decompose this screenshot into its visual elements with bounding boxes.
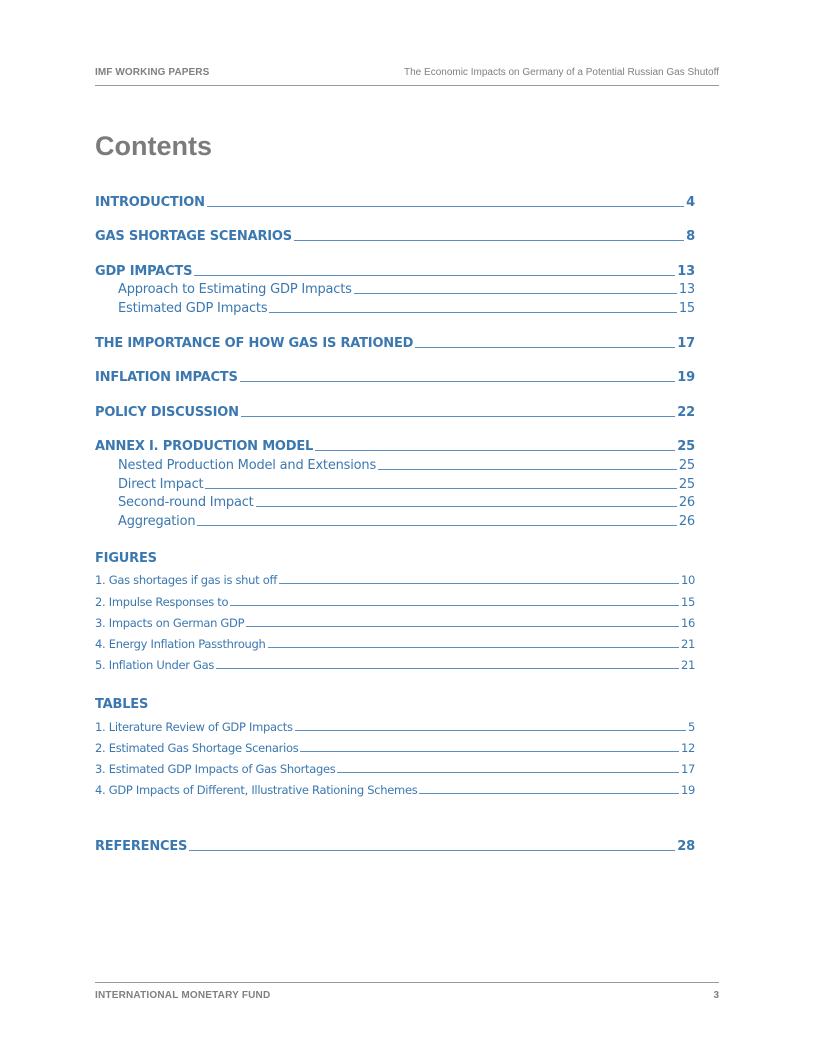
toc-leader <box>197 525 676 526</box>
toc-page: 16 <box>680 616 695 630</box>
figure-entry[interactable] <box>95 595 695 609</box>
toc-page: 26 <box>678 495 695 510</box>
toc-page: 21 <box>680 637 695 651</box>
toc-label: 4. GDP Impacts of Different, Illustrative Rationing Schemes <box>95 783 418 797</box>
figure-entry[interactable] <box>95 658 695 672</box>
toc-page: 26 <box>678 514 695 529</box>
toc-label: Estimated GDP Impacts <box>118 301 268 316</box>
toc-entry-gdp-impacts[interactable] <box>95 264 695 279</box>
footer-publisher: INTERNATIONAL MONETARY FUND <box>95 990 271 1001</box>
toc-page: 13 <box>678 282 695 297</box>
toc-label: REFERENCES <box>95 839 188 854</box>
toc-page: 17 <box>680 762 695 776</box>
toc-page: 25 <box>678 458 695 473</box>
running-header-right: The Economic Impacts on Germany of a Potential Russian Gas Shutoff <box>404 67 719 78</box>
toc-entry-policy[interactable] <box>95 405 695 420</box>
toc-subentry-second-round[interactable] <box>118 495 695 510</box>
toc-leader <box>268 647 679 648</box>
toc-page: 19 <box>680 783 695 797</box>
toc-label: 3. Impacts on German GDP <box>95 616 245 630</box>
toc-page: 15 <box>678 301 695 316</box>
table-entry[interactable] <box>95 783 695 797</box>
figure-entry[interactable] <box>95 616 695 630</box>
toc-leader <box>279 583 679 584</box>
toc-leader <box>189 850 675 851</box>
toc-label: Approach to Estimating GDP Impacts <box>118 282 352 297</box>
toc-label: Nested Production Model and Extensions <box>118 458 377 473</box>
toc-page: 12 <box>680 741 695 755</box>
toc-page: 5 <box>687 720 695 734</box>
toc-label: INFLATION IMPACTS <box>95 370 238 385</box>
toc-label: POLICY DISCUSSION <box>95 405 239 420</box>
toc-page: 15 <box>680 595 695 609</box>
toc-label: Aggregation <box>118 514 196 529</box>
footer-divider <box>95 982 719 983</box>
toc-leader <box>207 206 684 207</box>
toc-subentry-aggregation[interactable] <box>118 514 695 529</box>
toc-leader <box>205 488 676 489</box>
toc-page: 8 <box>686 229 695 244</box>
toc-page: 10 <box>680 573 695 587</box>
toc-entry-inflation[interactable] <box>95 370 695 385</box>
toc-leader <box>269 312 676 313</box>
toc-label: 1. Gas shortages if gas is shut off <box>95 573 277 587</box>
toc-leader <box>246 626 679 627</box>
toc-label: Second-round Impact <box>118 495 254 510</box>
toc-subentry-estimated-gdp[interactable] <box>118 301 695 316</box>
toc-subentry-nested[interactable] <box>118 458 695 473</box>
toc-leader <box>295 730 686 731</box>
toc-page: 19 <box>677 370 695 385</box>
toc-leader <box>216 668 679 669</box>
toc-page: 28 <box>677 839 695 854</box>
toc-page: 4 <box>686 195 695 210</box>
toc-label: GAS SHORTAGE SCENARIOS <box>95 229 292 244</box>
toc-page: 25 <box>678 477 695 492</box>
toc-entry-introduction[interactable] <box>95 195 695 210</box>
figure-entry[interactable] <box>95 637 695 651</box>
running-header-left: IMF WORKING PAPERS <box>95 67 210 78</box>
toc-label: THE IMPORTANCE OF HOW GAS IS RATIONED <box>95 336 414 351</box>
toc-subentry-approach[interactable] <box>118 282 695 297</box>
toc-subentry-direct[interactable] <box>118 477 695 492</box>
toc-label: GDP IMPACTS <box>95 264 193 279</box>
toc-label: Direct Impact <box>118 477 204 492</box>
toc-entry-references[interactable] <box>95 839 695 854</box>
toc-label: INTRODUCTION <box>95 195 205 210</box>
toc-page: 22 <box>677 405 695 420</box>
toc-leader <box>294 240 684 241</box>
toc-label: 1. Literature Review of GDP Impacts <box>95 720 293 734</box>
toc-page: 17 <box>677 336 695 351</box>
toc-label: ANNEX I. PRODUCTION MODEL <box>95 439 314 454</box>
toc-leader <box>241 416 676 417</box>
toc-entry-annex[interactable] <box>95 439 695 454</box>
toc-leader <box>315 450 675 451</box>
toc-label: 5. Inflation Under Gas <box>95 658 215 672</box>
toc-label: 4. Energy Inflation Passthrough <box>95 637 266 651</box>
page-title: Contents <box>95 131 212 161</box>
toc-page: 13 <box>677 264 695 279</box>
header-divider <box>95 85 719 86</box>
toc-page: 21 <box>680 658 695 672</box>
toc-leader <box>354 293 677 294</box>
figures-heading: FIGURES <box>95 551 157 566</box>
toc-leader <box>256 506 677 507</box>
toc-leader <box>337 772 678 773</box>
page-number: 3 <box>713 990 719 1001</box>
toc-page: 25 <box>677 439 695 454</box>
figure-entry[interactable] <box>95 573 695 587</box>
tables-heading: TABLES <box>95 697 149 712</box>
toc-label: 2. Impulse Responses to <box>95 595 229 609</box>
toc-leader <box>415 347 675 348</box>
toc-entry-rationing[interactable] <box>95 336 695 351</box>
toc-leader <box>230 605 679 606</box>
toc-label: 3. Estimated GDP Impacts of Gas Shortages <box>95 762 336 776</box>
toc-leader <box>300 751 679 752</box>
table-entry[interactable] <box>95 762 695 776</box>
toc-leader <box>419 793 679 794</box>
toc-leader <box>240 381 676 382</box>
table-entry[interactable] <box>95 720 695 734</box>
toc-leader <box>378 469 677 470</box>
toc-label: 2. Estimated Gas Shortage Scenarios <box>95 741 299 755</box>
toc-leader <box>194 275 675 276</box>
table-entry[interactable] <box>95 741 695 755</box>
toc-entry-gas-shortage-scenarios[interactable] <box>95 229 695 244</box>
